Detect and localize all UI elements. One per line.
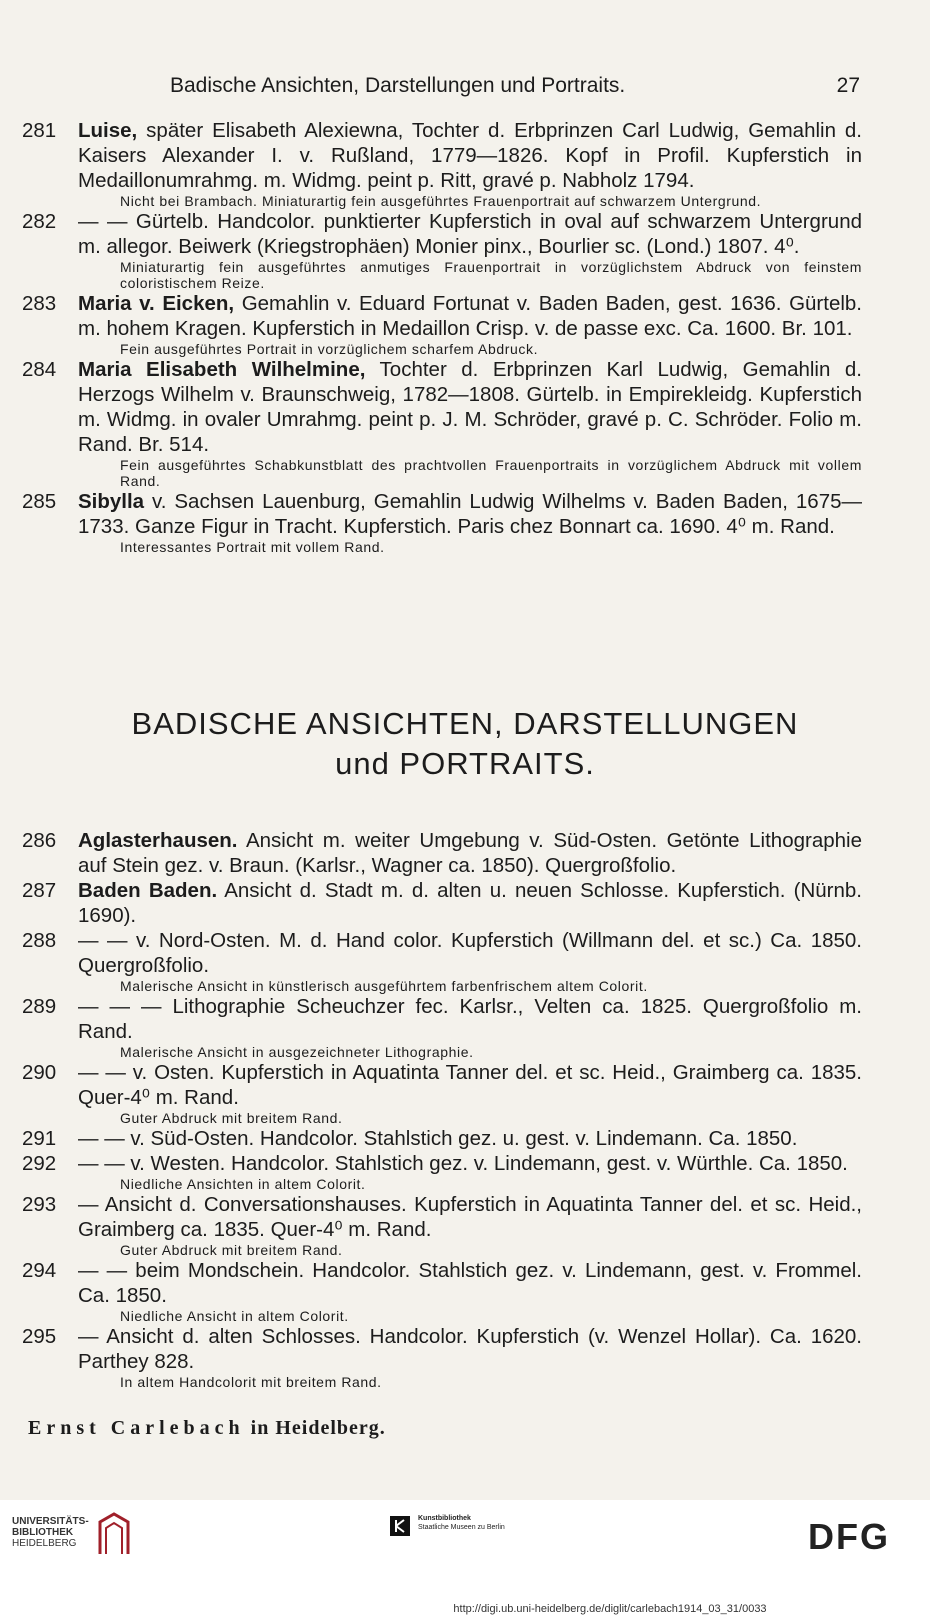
catalog-entry — [22, 1258, 862, 1324]
entry-text: Gemahlin v. Eduard Fortunat v. Baden Baden, gest. 1636. Gürtelb. m. hohem Kragen. Kupferstich in Medaillon Crisp. v. de passe exc. Ca. 1600. Br. 101. — [78, 292, 862, 340]
entry-note: Fein ausgeführtes Schabkunstblatt des prachtvollen Frauenportraits in vorzüglichem Abdruck mit vollem Rand. — [120, 457, 862, 489]
entry-description — [78, 928, 862, 978]
catalog-entries-portraits — [22, 118, 862, 555]
running-head-title: Badische Ansichten, Darstellungen und Portraits. — [170, 74, 626, 97]
entry-number: 291 — [22, 1127, 57, 1150]
entry-description — [78, 489, 862, 539]
entry-description — [78, 1192, 862, 1242]
ub-logo-line-1: UNIVERSITÄTS- — [12, 1516, 89, 1527]
entry-text: später Elisabeth Alexiewna, Tochter d. Erbprinzen Carl Ludwig, Gemahlin d. Kaisers Alexander I. v. Rußland, 1779—1826. Kopf in Profil. Kupferstich in Medaillonumrahmg. m. Widmg. peint p. Ritt, gravé p. Nabholz 1794. — [78, 119, 862, 192]
entry-number: 289 — [22, 995, 57, 1018]
catalog-entry — [22, 994, 862, 1060]
section-title-line-1: BADISCHE ANSICHTEN, DARSTELLUNGEN — [131, 706, 799, 741]
catalog-entry — [22, 357, 862, 489]
catalog-entry — [22, 928, 862, 994]
catalog-entry — [22, 209, 862, 291]
entry-number: 292 — [22, 1152, 57, 1175]
digitization-footer — [0, 1500, 930, 1621]
catalog-entry — [22, 489, 862, 555]
entry-note: In altem Handcolorit mit breitem Rand. — [120, 1374, 382, 1390]
entry-description — [78, 118, 862, 193]
catalog-entry — [22, 1151, 862, 1192]
entry-heading: Maria v. Eicken, — [78, 292, 235, 315]
catalog-entry — [22, 878, 862, 928]
entry-heading: Luise, — [78, 119, 138, 142]
section-title — [0, 704, 930, 784]
entry-note: Niedliche Ansicht in altem Colorit. — [120, 1308, 349, 1324]
running-head — [170, 74, 860, 104]
entry-text: — — v. Westen. Handcolor. Stahlstich gez. v. Lindemann, gest. v. Würthle. Ca. 1850. — [78, 1152, 848, 1175]
entry-text: Ansicht d. Stadt m. d. alten u. neuen Schlosse. Kupferstich. (Nürnb. 1690). — [78, 879, 862, 927]
permalink-url[interactable]: http://digi.ub.uni-heidelberg.de/diglit/carlebach1914_03_31/0033 — [453, 1603, 767, 1615]
publisher-place: in Heidelberg. — [244, 1417, 386, 1439]
entry-text: — — Gürtelb. Handcolor. punktierter Kupferstich in oval auf schwarzem Untergrund m. allegor. Beiwerk (Kriegstrophäen) Monier pinx., Bourlier sc. (Lond.) 1807. 4⁰. — [78, 210, 862, 258]
entry-description — [78, 209, 862, 259]
entry-text: Tochter d. Erbprinzen Karl Ludwig, Gemahlin d. Herzogs Wilhelm v. Braunschweig, 1782—1808. Gürtelb. in Empirekleidg. Kupferstich m. Widmg. in ovaler Umrahmg. peint p. J. M. Schröder, gravé p. C. Schröder. Folio m. Rand. Br. 514. — [78, 358, 862, 456]
entry-note: Malerische Ansicht in ausgezeichneter Lithographie. — [120, 1044, 474, 1060]
publisher-name: Ernst Carlebach — [28, 1417, 245, 1439]
entry-description — [78, 1060, 862, 1110]
entry-number: 294 — [22, 1259, 57, 1282]
entry-text: — — beim Mondschein. Handcolor. Stahlstich gez. v. Lindemann, gest. v. Frommel. Ca. 1850. — [78, 1259, 862, 1307]
entry-heading: Aglasterhausen. — [78, 829, 238, 852]
entry-note: Interessantes Portrait mit vollem Rand. — [120, 539, 385, 555]
entry-number: 293 — [22, 1193, 57, 1216]
publisher-imprint — [28, 1417, 386, 1440]
catalog-entry — [22, 828, 862, 878]
entry-heading: Baden Baden. — [78, 879, 218, 902]
entry-note: Miniaturartig fein ausgeführtes anmutiges Frauenportrait in vorzüglichstem Abdruck von feinstem coloristischem Reize. — [120, 259, 862, 291]
kunstbibliothek-logo-icon — [388, 1514, 412, 1538]
entry-description — [78, 878, 862, 928]
entry-text: — — v. Süd-Osten. Handcolor. Stahlstich gez. u. gest. v. Lindemann. Ca. 1850. — [78, 1127, 798, 1150]
catalog-entry — [22, 291, 862, 357]
entry-number: 282 — [22, 210, 57, 233]
entry-number: 284 — [22, 358, 57, 381]
entry-note: Guter Abdruck mit breitem Rand. — [120, 1242, 343, 1258]
ub-heidelberg-logo[interactable] — [12, 1516, 89, 1549]
entry-number: 295 — [22, 1325, 57, 1348]
entry-description — [78, 994, 862, 1044]
entry-number: 285 — [22, 490, 57, 513]
entry-description — [78, 291, 862, 341]
catalog-entry — [22, 1192, 862, 1258]
section-title-line-2: und PORTRAITS. — [335, 746, 595, 781]
entry-description — [78, 1126, 862, 1151]
entry-heading: Sibylla — [78, 490, 145, 513]
catalog-entry — [22, 118, 862, 209]
entry-number: 283 — [22, 292, 57, 315]
entry-description — [78, 1324, 862, 1374]
entry-description — [78, 357, 862, 457]
kb-logo-line-2: Staatliche Museen zu Berlin — [418, 1524, 505, 1531]
entry-text: — — v. Nord-Osten. M. d. Hand color. Kupferstich (Willmann del. et sc.) Ca. 1850. Quergroßfolio. — [78, 929, 862, 977]
entry-note: Guter Abdruck mit breitem Rand. — [120, 1110, 343, 1126]
entry-text: Ansicht m. weiter Umgebung v. Süd-Osten. Getönte Lithographie auf Stein gez. v. Braun. (Karlsr., Wagner ca. 1850). Quergroßfolio. — [78, 829, 862, 877]
catalog-entry — [22, 1060, 862, 1126]
entry-text: — — v. Osten. Kupferstich in Aquatinta Tanner del. et sc. Heid., Graimberg ca. 1835. Quer-4⁰ m. Rand. — [78, 1061, 862, 1109]
catalog-entry — [22, 1324, 862, 1390]
entry-description — [78, 1258, 862, 1308]
entry-text: — Ansicht d. Conversationshauses. Kupferstich in Aquatinta Tanner del. et sc. Heid., Graimberg ca. 1835. Quer-4⁰ m. Rand. — [78, 1193, 862, 1241]
page-number: 27 — [836, 74, 860, 97]
kb-logo-line-1: Kunstbibliothek — [418, 1515, 471, 1522]
entry-text: — Ansicht d. alten Schlosses. Handcolor. Kupferstich (v. Wenzel Hollar). Ca. 1620. Parthey 828. — [78, 1325, 862, 1373]
entry-note: Nicht bei Brambach. Miniaturartig fein ausgeführtes Frauenportrait auf schwarzem Untergrund. — [120, 193, 762, 209]
ub-logo-line-2: BIBLIOTHEK — [12, 1527, 74, 1538]
ub-logo-line-3: HEIDELBERG — [12, 1538, 77, 1549]
entry-number: 287 — [22, 879, 57, 902]
kunstbibliothek-logo[interactable] — [418, 1514, 505, 1532]
entry-heading: Maria Elisabeth Wilhelmine, — [78, 358, 366, 381]
entry-number: 288 — [22, 929, 57, 952]
entry-number: 290 — [22, 1061, 57, 1084]
entry-description — [78, 1151, 862, 1176]
entry-note: Niedliche Ansichten in altem Colorit. — [120, 1176, 366, 1192]
entry-text: — — — Lithographie Scheuchzer fec. Karlsr., Velten ca. 1825. Quergroßfolio m. Rand. — [78, 995, 862, 1043]
entry-number: 286 — [22, 829, 57, 852]
entry-text: v. Sachsen Lauenburg, Gemahlin Ludwig Wilhelms v. Baden Baden, 1675—1733. Ganze Figur in Tracht. Kupferstich. Paris chez Bonnart ca. 1690. 4⁰ m. Rand. — [78, 490, 862, 538]
catalog-entry — [22, 1126, 862, 1151]
ub-seal-icon — [96, 1510, 132, 1558]
entry-note: Fein ausgeführtes Portrait in vorzüglichem scharfem Abdruck. — [120, 341, 539, 357]
entry-note: Malerische Ansicht in künstlerisch ausgeführtem farbenfrischem altem Colorit. — [120, 978, 648, 994]
catalog-entries-views — [22, 828, 862, 1390]
dfg-logo[interactable]: DFG — [808, 1516, 890, 1557]
entry-number: 281 — [22, 119, 57, 142]
entry-description — [78, 828, 862, 878]
